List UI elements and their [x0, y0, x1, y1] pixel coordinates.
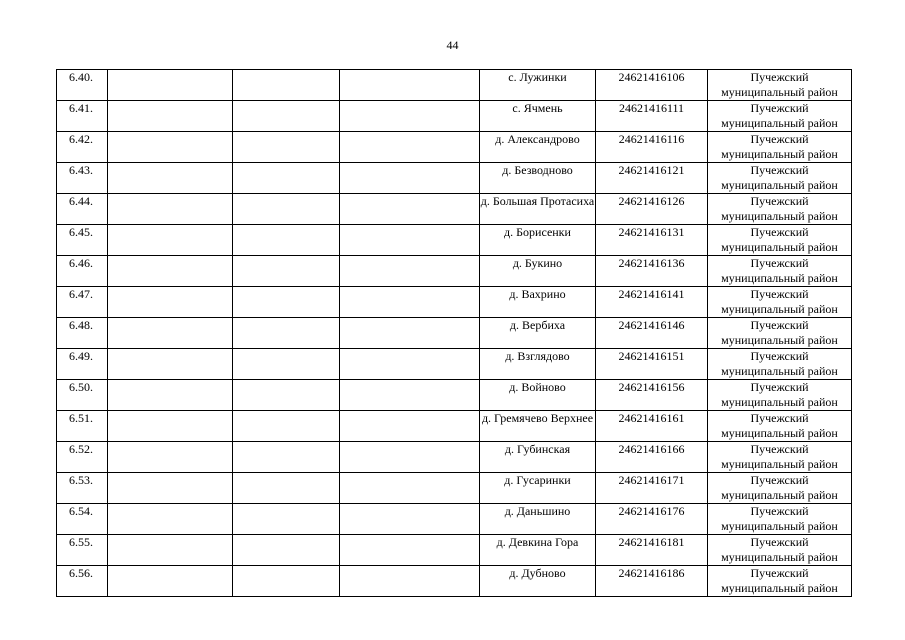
empty-cell	[340, 70, 480, 101]
oktmo-code: 24621416186	[596, 566, 708, 597]
settlement-name: д. Борисенки	[480, 225, 596, 256]
region-name: Пучежский муниципальный район	[708, 473, 852, 504]
empty-cell	[233, 101, 340, 132]
table-row	[57, 70, 852, 101]
empty-cell	[108, 256, 233, 287]
empty-cell	[108, 473, 233, 504]
oktmo-code: 24621416131	[596, 225, 708, 256]
settlement-name: д. Букино	[480, 256, 596, 287]
oktmo-code: 24621416181	[596, 535, 708, 566]
row-number: 6.51.	[57, 411, 108, 442]
row-number: 6.53.	[57, 473, 108, 504]
settlements-table	[56, 69, 852, 597]
table-row	[57, 504, 852, 535]
row-number: 6.41.	[57, 101, 108, 132]
oktmo-code: 24621416111	[596, 101, 708, 132]
region-name: Пучежский муниципальный район	[708, 566, 852, 597]
settlement-name: д. Гремячево Верхнее	[480, 411, 596, 442]
row-number: 6.50.	[57, 380, 108, 411]
table-row	[57, 473, 852, 504]
empty-cell	[233, 225, 340, 256]
table-row	[57, 256, 852, 287]
table-row	[57, 566, 852, 597]
row-number: 6.55.	[57, 535, 108, 566]
empty-cell	[340, 349, 480, 380]
empty-cell	[340, 473, 480, 504]
region-name: Пучежский муниципальный район	[708, 535, 852, 566]
table-body	[57, 70, 852, 597]
row-number: 6.45.	[57, 225, 108, 256]
oktmo-code: 24621416171	[596, 473, 708, 504]
empty-cell	[340, 225, 480, 256]
table-row	[57, 380, 852, 411]
empty-cell	[233, 256, 340, 287]
empty-cell	[108, 132, 233, 163]
settlement-name: д. Взглядово	[480, 349, 596, 380]
region-name: Пучежский муниципальный район	[708, 411, 852, 442]
oktmo-code: 24621416121	[596, 163, 708, 194]
empty-cell	[233, 473, 340, 504]
table-row	[57, 163, 852, 194]
empty-cell	[340, 566, 480, 597]
empty-cell	[340, 442, 480, 473]
region-name: Пучежский муниципальный район	[708, 225, 852, 256]
empty-cell	[108, 318, 233, 349]
empty-cell	[233, 349, 340, 380]
settlement-name: д. Вербиха	[480, 318, 596, 349]
empty-cell	[233, 163, 340, 194]
region-name: Пучежский муниципальный район	[708, 70, 852, 101]
settlement-name: с. Лужинки	[480, 70, 596, 101]
row-number: 6.52.	[57, 442, 108, 473]
region-name: Пучежский муниципальный район	[708, 256, 852, 287]
empty-cell	[340, 132, 480, 163]
empty-cell	[108, 163, 233, 194]
row-number: 6.56.	[57, 566, 108, 597]
oktmo-code: 24621416136	[596, 256, 708, 287]
oktmo-code: 24621416126	[596, 194, 708, 225]
empty-cell	[108, 70, 233, 101]
empty-cell	[108, 380, 233, 411]
empty-cell	[233, 194, 340, 225]
oktmo-code: 24621416161	[596, 411, 708, 442]
empty-cell	[108, 411, 233, 442]
empty-cell	[340, 194, 480, 225]
region-name: Пучежский муниципальный район	[708, 380, 852, 411]
empty-cell	[340, 101, 480, 132]
row-number: 6.46.	[57, 256, 108, 287]
oktmo-code: 24621416116	[596, 132, 708, 163]
empty-cell	[340, 318, 480, 349]
empty-cell	[233, 132, 340, 163]
oktmo-code: 24621416156	[596, 380, 708, 411]
empty-cell	[233, 535, 340, 566]
table-row	[57, 349, 852, 380]
region-name: Пучежский муниципальный район	[708, 101, 852, 132]
row-number: 6.44.	[57, 194, 108, 225]
oktmo-code: 24621416106	[596, 70, 708, 101]
row-number: 6.42.	[57, 132, 108, 163]
empty-cell	[108, 287, 233, 318]
settlement-name: д. Большая Протасиха	[480, 194, 596, 225]
empty-cell	[233, 504, 340, 535]
empty-cell	[340, 380, 480, 411]
settlement-name: д. Девкина Гора	[480, 535, 596, 566]
empty-cell	[340, 504, 480, 535]
empty-cell	[233, 318, 340, 349]
region-name: Пучежский муниципальный район	[708, 132, 852, 163]
region-name: Пучежский муниципальный район	[708, 163, 852, 194]
settlement-name: д. Вахрино	[480, 287, 596, 318]
settlement-name: д. Даньшино	[480, 504, 596, 535]
empty-cell	[108, 442, 233, 473]
empty-cell	[340, 256, 480, 287]
empty-cell	[108, 101, 233, 132]
table-row	[57, 132, 852, 163]
empty-cell	[108, 566, 233, 597]
table-row	[57, 101, 852, 132]
table-row	[57, 318, 852, 349]
settlement-name: д. Гусаринки	[480, 473, 596, 504]
empty-cell	[233, 411, 340, 442]
empty-cell	[108, 535, 233, 566]
empty-cell	[233, 70, 340, 101]
empty-cell	[108, 225, 233, 256]
empty-cell	[340, 287, 480, 318]
region-name: Пучежский муниципальный район	[708, 442, 852, 473]
region-name: Пучежский муниципальный район	[708, 504, 852, 535]
table-row	[57, 535, 852, 566]
oktmo-code: 24621416151	[596, 349, 708, 380]
region-name: Пучежский муниципальный район	[708, 194, 852, 225]
row-number: 6.40.	[57, 70, 108, 101]
empty-cell	[233, 442, 340, 473]
page-number: 44	[446, 38, 459, 52]
oktmo-code: 24621416176	[596, 504, 708, 535]
empty-cell	[340, 535, 480, 566]
table-row	[57, 411, 852, 442]
empty-cell	[233, 287, 340, 318]
empty-cell	[340, 411, 480, 442]
settlement-name: д. Губинская	[480, 442, 596, 473]
row-number: 6.43.	[57, 163, 108, 194]
region-name: Пучежский муниципальный район	[708, 287, 852, 318]
empty-cell	[108, 194, 233, 225]
oktmo-code: 24621416146	[596, 318, 708, 349]
settlement-name: д. Дубново	[480, 566, 596, 597]
settlement-name: д. Александрово	[480, 132, 596, 163]
row-number: 6.48.	[57, 318, 108, 349]
oktmo-code: 24621416166	[596, 442, 708, 473]
oktmo-code: 24621416141	[596, 287, 708, 318]
empty-cell	[108, 504, 233, 535]
table-row	[57, 225, 852, 256]
table-row	[57, 442, 852, 473]
settlement-name: с. Ячмень	[480, 101, 596, 132]
empty-cell	[340, 163, 480, 194]
settlement-name: д. Войново	[480, 380, 596, 411]
row-number: 6.54.	[57, 504, 108, 535]
settlement-name: д. Безводново	[480, 163, 596, 194]
row-number: 6.49.	[57, 349, 108, 380]
region-name: Пучежский муниципальный район	[708, 318, 852, 349]
empty-cell	[108, 349, 233, 380]
empty-cell	[233, 380, 340, 411]
row-number: 6.47.	[57, 287, 108, 318]
table-row	[57, 287, 852, 318]
table-row	[57, 194, 852, 225]
empty-cell	[233, 566, 340, 597]
region-name: Пучежский муниципальный район	[708, 349, 852, 380]
